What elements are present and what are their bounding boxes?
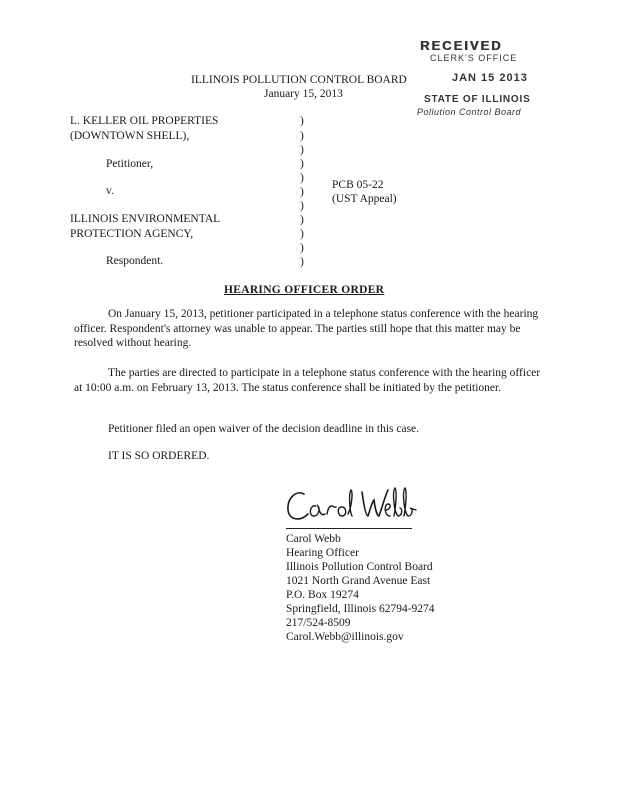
paragraph-text: IT IS SO ORDERED.: [108, 450, 210, 462]
versus: v.: [106, 185, 114, 197]
stamp-state: STATE OF ILLINOIS: [424, 94, 531, 105]
respondent-name-line1: ILLINOIS ENVIRONMENTAL: [70, 213, 221, 225]
signatory-title: Hearing Officer: [286, 547, 359, 559]
phone-number: 217/524-8509: [286, 617, 351, 629]
document-date: January 15, 2013: [264, 88, 343, 100]
address-street: 1021 North Grand Avenue East: [286, 575, 431, 587]
handwritten-signature: [282, 476, 422, 528]
caption-paren: ): [300, 214, 304, 226]
order-title: HEARING OFFICER ORDER: [224, 284, 385, 296]
stamp-board: Pollution Control Board: [417, 107, 522, 117]
paragraph-ordered: [74, 449, 550, 464]
caption-paren: ): [300, 130, 304, 142]
received-stamp: RECEIVED: [420, 38, 503, 53]
paragraph-directive: [74, 366, 550, 395]
paragraph-waiver: [74, 422, 550, 437]
agency-heading: ILLINOIS POLLUTION CONTROL BOARD: [191, 74, 407, 86]
paragraph-text: Petitioner filed an open waiver of the decision deadline in this case.: [108, 423, 420, 435]
caption-paren: ): [300, 186, 304, 198]
caption-paren: ): [300, 228, 304, 240]
address-city: Springfield, Illinois 62794-9274: [286, 603, 435, 615]
signatory-name: Carol Webb: [286, 533, 341, 545]
case-type: (UST Appeal): [332, 193, 397, 205]
stamp-date: JAN 15 2013: [452, 72, 528, 84]
respondent-role: Respondent.: [106, 255, 164, 267]
case-number: PCB 05-22: [332, 179, 384, 191]
caption-paren: ): [300, 242, 304, 254]
paragraph-status-conference: [74, 307, 550, 351]
email-address: Carol.Webb@illinois.gov: [286, 631, 404, 643]
caption-paren: ): [300, 144, 304, 156]
caption-paren: ): [300, 256, 304, 268]
petitioner-name-line2: (DOWNTOWN SHELL),: [70, 130, 190, 142]
caption-paren: ): [300, 158, 304, 170]
signature-line: [286, 528, 412, 529]
signatory-org: Illinois Pollution Control Board: [286, 561, 433, 573]
clerks-office-stamp: CLERK'S OFFICE: [430, 53, 518, 63]
paragraph-text: The parties are directed to participate in a telephone status conference with the hearing officer at 10:00 a.m. on February 13, 2013. The status conference shall be initiated by the petitioner.: [74, 367, 541, 394]
petitioner-name-line1: L. KELLER OIL PROPERTIES: [70, 115, 219, 127]
petitioner-role: Petitioner,: [106, 158, 154, 170]
respondent-name-line2: PROTECTION AGENCY,: [70, 228, 194, 240]
caption-paren: ): [300, 172, 304, 184]
caption-paren: ): [300, 200, 304, 212]
caption-paren: ): [300, 115, 304, 127]
paragraph-text: On January 15, 2013, petitioner participated in a telephone status conference with the hearing officer. Respondent's attorney was unable to appear. The parties still hope that this matter may be resolved without hearing.: [74, 308, 539, 350]
address-po-box: P.O. Box 19274: [286, 589, 359, 601]
